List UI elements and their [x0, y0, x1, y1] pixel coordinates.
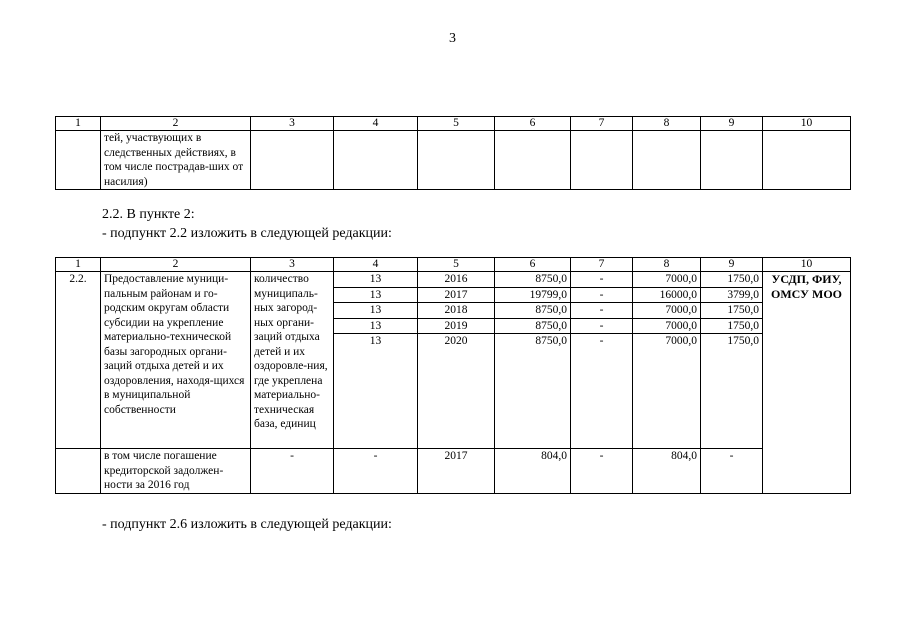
value-cell: 804,0: [633, 449, 701, 494]
paragraph: 2.2. В пункте 2:: [102, 207, 195, 222]
col-header: 10: [763, 258, 851, 272]
col-header: 3: [251, 117, 334, 131]
value-cell: 8750,0: [495, 272, 571, 288]
value-cell: -: [571, 334, 633, 349]
col-header: 6: [495, 117, 571, 131]
value-cell: 8750,0: [495, 334, 571, 349]
item-number: 2.2.: [56, 272, 101, 449]
value-cell: 8750,0: [495, 318, 571, 334]
value-cell: 8750,0: [495, 303, 571, 319]
col-header: 2: [101, 258, 251, 272]
col-header: 9: [701, 117, 763, 131]
year-cell: 2017: [418, 287, 495, 303]
paragraph: - подпункт 2.2 изложить в следующей редакции:: [102, 226, 392, 241]
col-header: 5: [418, 117, 495, 131]
value-cell: 7000,0: [633, 272, 701, 288]
description-cell: в том числе погашение кредиторской задолжен-ности за 2016 год: [101, 449, 251, 494]
value-cell: 13: [334, 318, 418, 334]
year-cell: 2020: [418, 334, 495, 349]
paragraph: - подпункт 2.6 изложить в следующей редакции:: [102, 517, 392, 532]
description-cell: Предоставление муници-пальным районам и го-родским округам области субсидии на укрепление материально-технической базы загородных органи-заций отдыха детей и их оздоровления, находя-щихся в муниципальной собственности: [101, 272, 251, 449]
table-header-row: [56, 117, 851, 131]
table-row: [56, 272, 851, 288]
col-header: 4: [334, 258, 418, 272]
page-number: 3: [449, 31, 456, 46]
col-header: 4: [334, 117, 418, 131]
value-cell: 804,0: [495, 449, 571, 494]
value-cell: 13: [334, 334, 418, 349]
value-cell: -: [571, 287, 633, 303]
year-cell: 2018: [418, 303, 495, 319]
value-cell: 1750,0: [701, 318, 763, 334]
value-cell: 13: [334, 287, 418, 303]
table-subitem-2-2: [55, 257, 851, 494]
value-cell: -: [571, 272, 633, 288]
col-header: 5: [418, 258, 495, 272]
responsible-cell: УСДП, ФИУ, ОМСУ МОО: [763, 272, 851, 494]
table-row: [56, 449, 851, 494]
indicator-cell: количество муниципаль-ных загород-ных органи-заций отдыха детей и их оздоровле-ния, где укреплена материально-техническая база, единиц: [251, 272, 334, 449]
value-cell: 1750,0: [701, 303, 763, 319]
value-cell: -: [334, 449, 418, 494]
col-header: 7: [571, 258, 633, 272]
value-cell: 7000,0: [633, 318, 701, 334]
value-cell: -: [701, 449, 763, 494]
value-cell: 16000,0: [633, 287, 701, 303]
value-cell: 3799,0: [701, 287, 763, 303]
col-header: 6: [495, 258, 571, 272]
year-cell: 2017: [418, 449, 495, 494]
value-cell: -: [571, 318, 633, 334]
value-cell: -: [571, 449, 633, 494]
value-cell: 7000,0: [633, 303, 701, 319]
value-cell: 1750,0: [701, 272, 763, 288]
value-cell: 13: [334, 272, 418, 288]
value-cell: -: [251, 449, 334, 494]
col-header: 3: [251, 258, 334, 272]
year-cell: 2016: [418, 272, 495, 288]
table-row: [56, 131, 851, 190]
value-cell: 19799,0: [495, 287, 571, 303]
col-header: 10: [763, 117, 851, 131]
value-cell: -: [571, 303, 633, 319]
value-cell: 13: [334, 303, 418, 319]
col-header: 8: [633, 258, 701, 272]
col-header: 7: [571, 117, 633, 131]
description-cell: тей, участвующих в следственных действиях, в том числе пострадав-ших от насилия): [101, 131, 251, 190]
year-cell: 2019: [418, 318, 495, 334]
col-header: 2: [101, 117, 251, 131]
col-header: 9: [701, 258, 763, 272]
value-cell: 7000,0: [633, 334, 701, 349]
col-header: 8: [633, 117, 701, 131]
table-continuation: [55, 116, 851, 190]
col-header: 1: [56, 258, 101, 272]
value-cell: 1750,0: [701, 334, 763, 349]
table-header-row: [56, 258, 851, 272]
col-header: 1: [56, 117, 101, 131]
